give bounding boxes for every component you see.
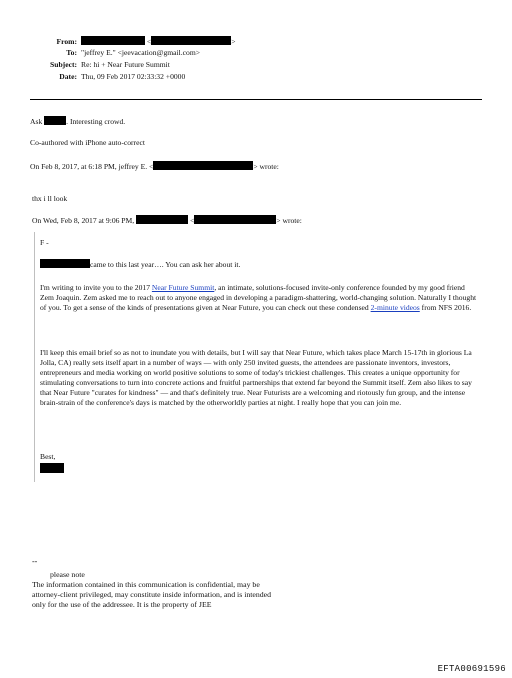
header-from-row [6,36,236,47]
quote2-closing: Best, [40,452,56,461]
quote-bar [34,232,35,482]
footer-disclaimer: The information contained in this communication is confidential, may be attorney-client privileged, may constitute inside information, and is intended only for the use of the addressee. It is the property of JEE [32,580,272,609]
near-future-summit-link[interactable]: Near Future Summit [151,283,215,292]
redaction-box [136,215,188,224]
reply-signature: Co-authored with iPhone auto-correct [30,138,145,147]
quote1-body: thx i ll look [32,194,68,203]
subject-value: Re: hi + Near Future Summit [81,60,170,69]
from-lt: < [146,37,152,46]
to-label: To: [66,48,77,57]
attribution-text: On Feb 8, 2017, at 6:18 PM, jeffrey E. < [30,162,154,171]
redaction-box [44,116,66,125]
quote2-came-line [40,259,240,270]
attribution-text: On Wed, Feb 8, 2017 at 9:06 PM, [32,216,135,225]
header-divider [30,99,482,100]
footer-note-title: please note [50,570,85,579]
quote1-attribution [30,161,279,172]
quote2-attribution [32,215,302,226]
date-label: Date: [59,72,77,81]
attribution-wrote: > wrote: [253,162,279,171]
came-line-text: came to this last year…. You can ask her about it. [90,260,241,269]
redaction-box [81,36,145,45]
bates-number: EFTA00691596 [437,664,506,674]
ask-prefix: Ask [30,117,43,126]
p1-text-b: , an intimate, solutions-focused invite-only conference founded by my good friend Zem Joaquin. Zem asked me to reach out to anyone engaged in developing a paradigm-shattering, world-changing solution. Naturally I thought of you. To get a sense of the kinds of presentations given at Near Future, you can check out these condensed [40,283,477,312]
two-minute-videos-link[interactable]: 2-minute videos [370,303,420,312]
header-date-row [6,72,185,82]
redaction-box [40,259,90,268]
redaction-box [40,463,64,473]
to-value: "jeffrey E." <jeevacation@gmail.com> [81,48,201,57]
p1-text-c: from NFS 2016. [419,303,472,312]
subject-label: Subject: [50,60,77,69]
reply-ask-line [30,116,125,127]
signature-redaction [40,463,64,475]
footer-dashes: -- [32,557,38,566]
p1-text-a: I'm writing to invite you to the 2017 [40,283,152,292]
from-label: From: [56,37,77,46]
from-gt: > [231,37,236,46]
attribution-lt: < [190,216,195,225]
header-to-row [6,48,200,58]
quote2-greeting: F - [40,238,49,247]
quote2-paragraph-1 [40,283,480,313]
redaction-box [194,215,276,224]
redaction-box [151,36,231,45]
header-subject-row [6,60,170,70]
attribution-wrote: > wrote: [276,216,302,225]
date-value: Thu, 09 Feb 2017 02:33:32 +0000 [81,72,186,81]
redaction-box [153,161,253,170]
ask-suffix: . Interesting crowd. [66,117,126,126]
quote2-paragraph-2: I'll keep this email brief so as not to inundate you with details, but I will say that Near Future, which takes place March 15-17th in glorious La Jolla, CA) really sets itself apart in a number of ways — with only 250 invited guests, the attendees are passionate inventors, investors, entrepreneurs and media working on world positive solutions to some of today's trickiest challenges. This creates a unique opportunity for stimulating conversations to turn into concrete actions and fruitful partnerships that extend far beyond the Summit itself. Zem also likes to say that Near Future "curates for kindness" — and that's definitely true. Near Futurists are a welcoming and riotously fun group, and the intense brain-strain of the conference's days is matched by the otherworldly parties at night. I really hope that you can join me. [40,348,472,407]
